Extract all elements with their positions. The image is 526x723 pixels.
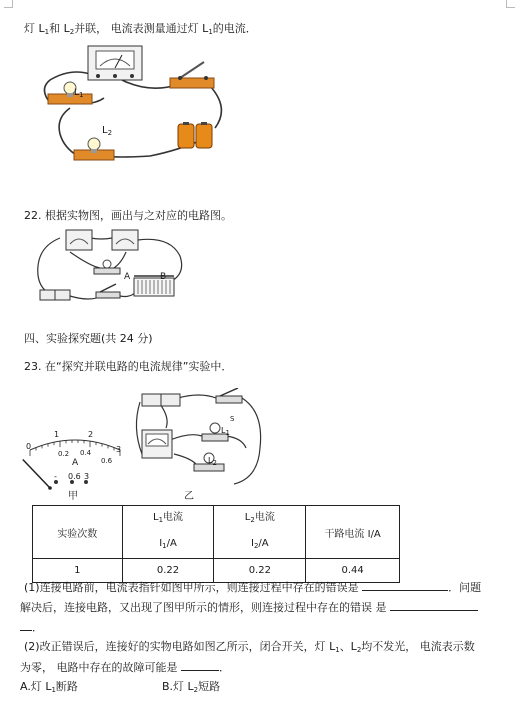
label-l2: $L_2$ (208, 456, 217, 467)
cell-i2: 0.22 (214, 559, 306, 583)
meter-unit: A (72, 458, 79, 468)
cell-i: 0.44 (306, 559, 400, 583)
col-header-i2: $L_2$电流 $I_2/A$ (214, 506, 306, 559)
answer-blank[interactable] (20, 620, 32, 631)
meter-needle (23, 459, 50, 488)
meter-label-1: 1 (54, 430, 60, 439)
meter-label-2: 2 (88, 430, 94, 439)
part2-line1: (2)改正错误后，连接好的实物电路如图乙所示，闭合开关，灯 $L_1$、$L_2$均不发光， 电流表示数 (24, 640, 475, 654)
ammeter-device (88, 46, 142, 80)
q21-statement: 灯 $L_1$和 $L_2$并联， 电流表测量通过灯 $L_1$的电流． (24, 22, 257, 36)
ammeter-1-device (66, 230, 92, 250)
page-corner-mark (4, 0, 13, 8)
lamp-l2-device (74, 138, 114, 160)
switch-device (216, 388, 242, 403)
meter-terminal-label: 0.6 (68, 472, 81, 481)
page-corner-mark (506, 0, 515, 8)
option-b[interactable]: B.灯 $L_2$短路 (162, 680, 221, 694)
rheostat-device (134, 276, 174, 296)
answer-blank[interactable] (390, 600, 478, 611)
part1-line1: (1)连接电路前，电流表指针如图甲所示，则连接过程中存在的错误是 ．问题 (24, 581, 482, 594)
results-table (32, 505, 400, 583)
col-header-trial: 实验次数 (33, 506, 123, 559)
meter-label-3: 3 (116, 445, 122, 454)
figure-real-circuit-2 (30, 226, 190, 306)
label-l1: $L_1$ (74, 88, 84, 99)
figure-parallel-circuit (130, 388, 270, 492)
col-header-main: 干路电流 I/A (306, 506, 400, 559)
meter-minor-label: 0.4 (80, 449, 92, 457)
label-a: A (124, 272, 131, 282)
battery-device (40, 290, 70, 300)
part1-line2: 解决后，连接电路，又出现了图甲所示的情形，则连接过程中存在的错误 是 (20, 600, 478, 615)
dial-arc (30, 440, 120, 450)
figure-caption-yi: 乙 (184, 491, 194, 502)
meter-terminal-label: 3 (84, 472, 90, 481)
meter-minor-label: 0.2 (58, 450, 70, 458)
option-a[interactable]: A.灯 $L_1$断路 (20, 680, 78, 694)
meter-label-0: 0 (26, 442, 32, 451)
part2-line2: 为零， 电路中存在的故障可能是 ． (20, 661, 230, 674)
ammeter-device (142, 430, 172, 458)
section-heading: 四、实验探究题(共 24 分) (24, 332, 153, 345)
label-l2: $L_2$ (102, 125, 113, 137)
switch-device (96, 284, 120, 298)
figure-caption-jia: 甲 (68, 491, 78, 502)
meter-terminal-label: - (54, 472, 57, 481)
part1-line3: ． (20, 620, 43, 635)
label-b: B (160, 272, 167, 282)
q23-statement: 23. 在“探究并联电路的电流规律”实验中． (24, 360, 233, 373)
meter-minor-label: 0.6 (101, 457, 113, 465)
q22-statement: 22. 根据实物图，画出与之对应的电路图。 (24, 209, 232, 222)
table-row (33, 559, 400, 583)
lamp-l1-device (48, 82, 92, 104)
meter-pivot (48, 486, 52, 490)
cell-trial: 1 (33, 559, 123, 583)
answer-blank[interactable] (181, 660, 219, 671)
battery-device (142, 394, 180, 406)
cell-i1: 0.22 (122, 559, 214, 583)
col-header-i1: $L_1$电流 $I_1/A$ (122, 506, 214, 559)
switch-device (170, 62, 214, 88)
ammeter-2-device (112, 230, 138, 250)
label-l1: $L_1$ (221, 426, 230, 437)
battery-device (178, 122, 212, 148)
label-s: S (230, 415, 235, 423)
figure-real-circuit-1 (30, 38, 250, 178)
answer-blank[interactable] (362, 580, 448, 591)
